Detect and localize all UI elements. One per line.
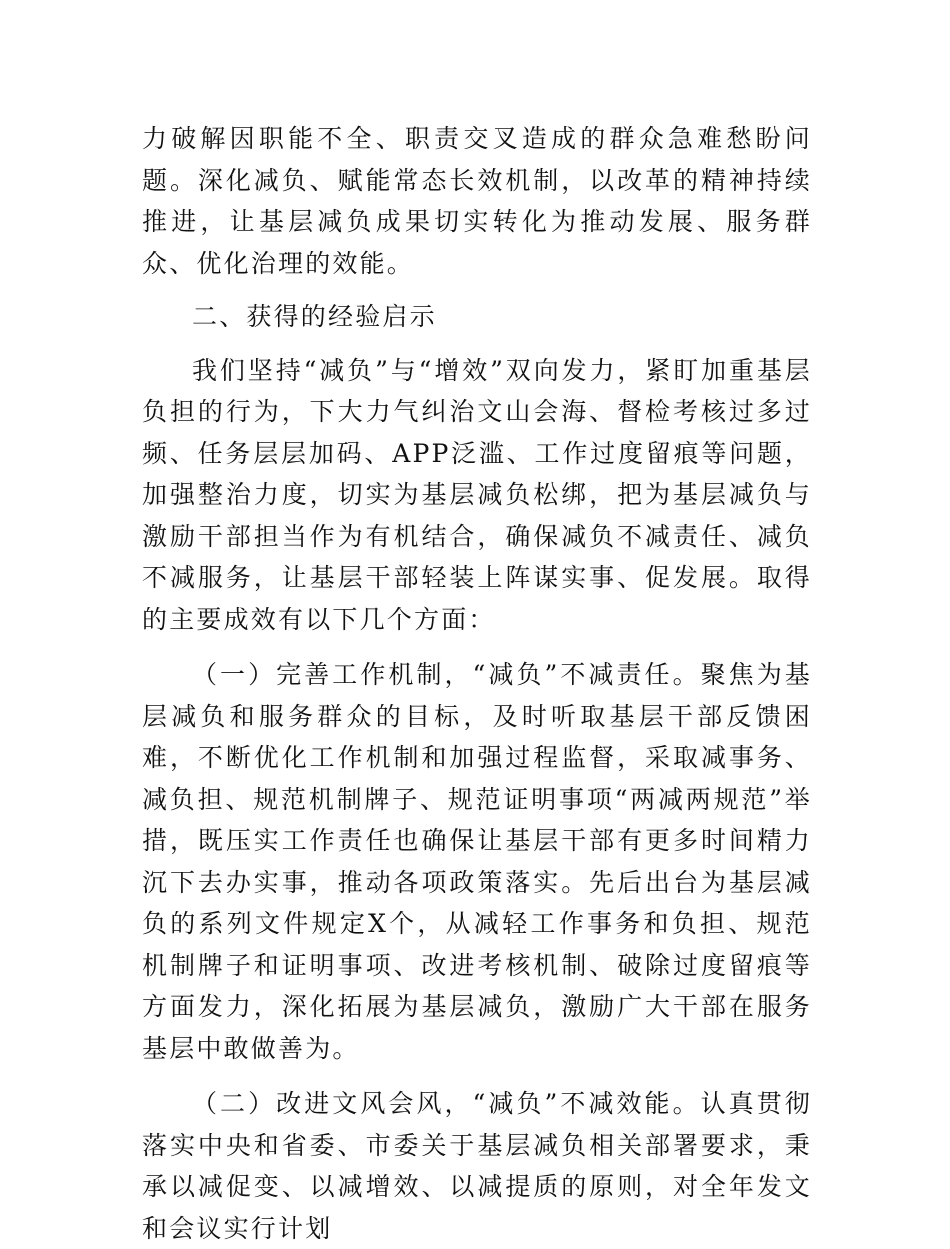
section-heading: 二、获得的经验启示: [192, 302, 437, 331]
paragraph-style: （二）改进文风会风，“减负”不减效能。认真贯彻落实中央和省委、市委关于基层减负相关部署要求，秉承以减促变、以减增效、以减提质的原则，对全年发文和会议实行计划: [142, 1089, 812, 1243]
paragraph-continuation: 力破解因职能不全、职责交叉造成的群众急难愁盼问题。深化减负、赋能常态长效机制，以改革的精神持续推进，让基层减负成果切实转化为推动发展、服务群众、优化治理的效能。: [142, 124, 812, 278]
paragraph-gap: [142, 640, 812, 654]
document-body: [142, 118, 812, 1249]
paragraph-gap: [142, 1069, 812, 1083]
paragraph-gap: [142, 284, 812, 296]
paragraph-mechanism: （一）完善工作机制，“减负”不减责任。聚焦为基层减负和服务群众的目标，及时听取基层干部反馈困难，不断优化工作机制和加强过程监督，采取减事务、减负担、规范机制牌子、规范证明事项“两减两规范”举措，既压实工作责任也确保让基层干部有更多时间精力沉下去办实事，推动各项政策落实。先后出台为基层减负的系列文件规定X个，从减轻工作事务和负担、规范机制牌子和证明事项、改进考核机制、破除过度留痕等方面发力，深化拓展为基层减负，激励广大干部在服务基层中敢做善为。: [142, 660, 812, 1063]
paragraph-experience: 我们坚持“减负”与“增效”双向发力，紧盯加重基层负担的行为，下大力气纠治文山会海、督检考核过多过频、任务层层加码、APP泛滥、工作过度留痕等问题，加强整治力度，切实为基层减负松绑，把为基层减负与激励干部担当作为有机结合，确保减负不减责任、减负不减服务，让基层干部轻装上阵谋实事、促发展。取得的主要成效有以下几个方面：: [142, 355, 812, 634]
paragraph-gap: [142, 338, 812, 350]
